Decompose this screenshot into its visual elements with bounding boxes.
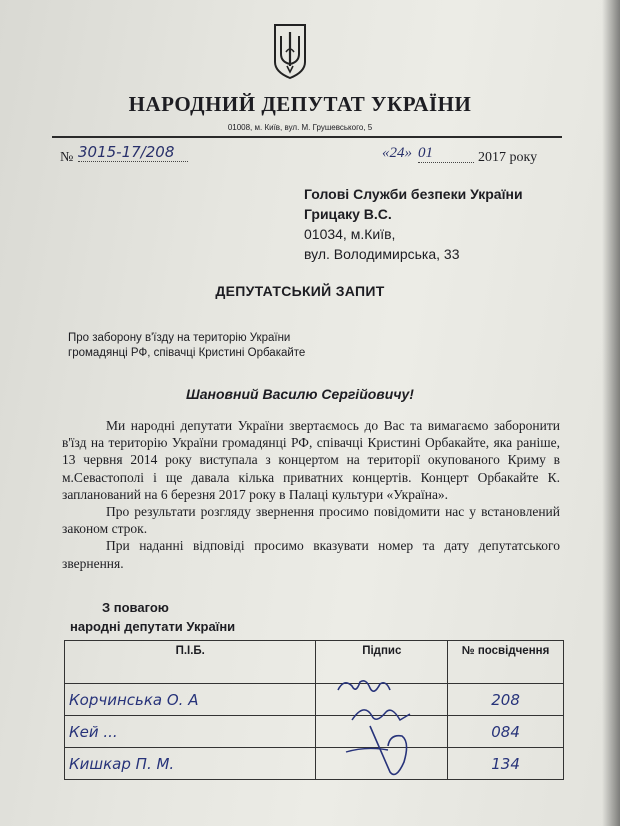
header-address: 01008, м. Київ, вул. М. Грушевського, 5 — [227, 123, 373, 132]
table-row — [65, 716, 564, 748]
table-row — [65, 748, 564, 780]
outgoing-date-day: «24» — [382, 145, 412, 161]
recipient-line: Грицаку В.С. — [304, 206, 392, 222]
page-edge-shadow — [602, 0, 620, 826]
body-paragraph: Про результати розгляду звернення просимо повідомити нас у встановлений законом строк. — [62, 504, 560, 537]
signature-table — [64, 640, 564, 780]
outgoing-number-value: 3015-17/208 — [78, 143, 188, 162]
subject-block — [68, 331, 305, 361]
table-row — [65, 684, 564, 716]
closing-line: народні депутати України — [70, 619, 236, 634]
subject-line: громадянці РФ, співачці Кристині Орбакайте — [68, 347, 306, 359]
salutation: Шановний Василю Сергійовичу! — [186, 386, 414, 402]
column-header-id: № посвідчення — [448, 641, 564, 684]
recipient-line: 01034, м.Київ, — [304, 226, 396, 242]
closing-block — [70, 598, 235, 636]
document-title: ДЕПУТАТСЬКИЙ ЗАПИТ — [215, 283, 385, 299]
outgoing-date-month: 01 — [418, 145, 474, 163]
body-text — [62, 417, 560, 572]
signer-id: 084 — [448, 716, 564, 748]
recipient-block — [304, 184, 523, 264]
body-paragraph: Ми народні депутати України звертаємось до Вас та вимагаємо заборонити в'їзд на територію України громадянці РФ, співачці Кристині Орбакайте, яка раніше, 13 червня 2014 року виступала з концертом на території окупованого Криму в м.Севастополі і ще давала кілька приватних концертів. Концерт Орбакайте К. запланований на 6 березня 2017 року в Палаці культури «Україна». — [62, 418, 560, 502]
header-divider — [52, 136, 562, 138]
header-title: НАРОДНИЙ ДЕПУТАТ УКРАЇНИ — [128, 92, 472, 116]
recipient-line: вул. Володимирська, 33 — [304, 246, 460, 262]
subject-line: Про заборону в'їзду на територію України — [68, 332, 291, 344]
signer-name: Корчинська О. А — [65, 684, 316, 716]
outgoing-number-prefix: № — [60, 150, 74, 165]
column-header-name: П.І.Б. — [65, 641, 316, 684]
outgoing-date-year: 2017 року — [478, 150, 538, 165]
table-header-row — [65, 641, 564, 684]
trident-coat-of-arms-icon — [272, 22, 308, 80]
signer-name: Кишкар П. М. — [65, 748, 316, 780]
signer-id: 134 — [448, 748, 564, 780]
handwritten-signatures — [330, 676, 440, 786]
closing-line: З повагою — [102, 600, 169, 615]
body-paragraph: При наданні відповіді просимо вказувати номер та дату депутатського звернення. — [62, 538, 560, 571]
recipient-line: Голові Служби безпеки України — [304, 186, 523, 202]
signer-name: Кей ... — [65, 716, 316, 748]
column-header-signature: Підпис — [316, 641, 448, 684]
signer-id: 208 — [448, 684, 564, 716]
